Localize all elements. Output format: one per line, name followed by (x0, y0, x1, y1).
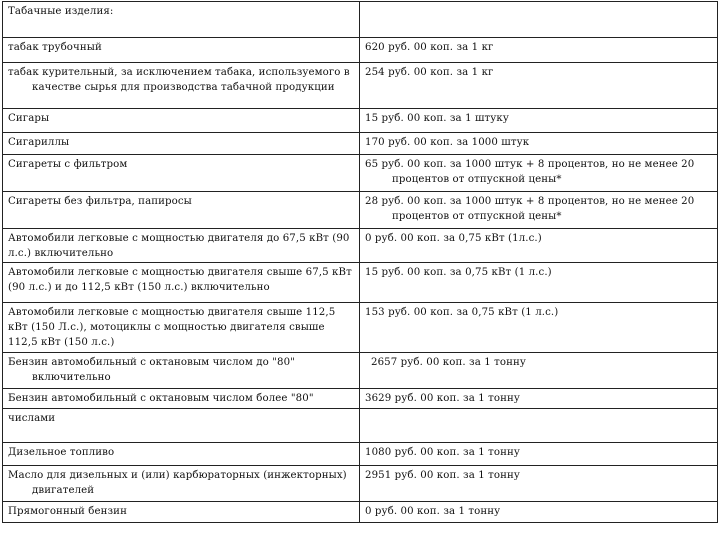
table-row (3, 303, 718, 353)
rate-cell (360, 353, 718, 389)
rate-value: 0 руб. 00 коп. за 1 тонну (365, 506, 501, 517)
table-row (3, 263, 718, 303)
rate-value: 65 руб. 00 коп. за 1000 штук + 8 процентов, но не менее 20 процентов от отпускной цены* (365, 159, 695, 185)
product-cell (3, 63, 360, 109)
product-cell (3, 443, 360, 466)
product-name: Табачные изделия: (8, 6, 114, 17)
rate-value: 254 руб. 00 коп. за 1 кг (365, 67, 494, 78)
product-cell (3, 409, 360, 443)
product-cell (3, 155, 360, 192)
table-row (3, 409, 718, 443)
product-name: Прямогонный бензин (8, 506, 127, 517)
table-row (3, 38, 718, 63)
product-name: Сигареты без фильтра, папиросы (8, 196, 192, 207)
excise-rates-table (2, 1, 718, 523)
product-cell (3, 2, 360, 38)
rate-cell (360, 38, 718, 63)
product-cell (3, 263, 360, 303)
product-name: табак курительный, за исключением табака, используемого в качестве сырья для производства табачной продукции (8, 67, 350, 93)
rate-cell (360, 63, 718, 109)
product-name: Бензин автомобильный с октановым числом более "80" (8, 393, 314, 404)
rate-cell (360, 466, 718, 502)
rate-cell (360, 2, 718, 38)
rate-cell (360, 303, 718, 353)
rate-cell (360, 133, 718, 155)
rate-value: 3629 руб. 00 коп. за 1 тонну (365, 393, 520, 404)
rate-value: 170 руб. 00 коп. за 1000 штук (365, 137, 530, 148)
table-row (3, 443, 718, 466)
product-cell (3, 133, 360, 155)
product-name: Масло для дизельных и (или) карбюраторных (инжекторных) двигателей (8, 470, 347, 496)
rate-cell (360, 109, 718, 133)
rate-value: 15 руб. 00 коп. за 1 штуку (365, 113, 509, 124)
rate-value: 1080 руб. 00 коп. за 1 тонну (365, 447, 520, 458)
rate-cell (360, 409, 718, 443)
product-name: Дизельное топливо (8, 447, 115, 458)
product-cell (3, 466, 360, 502)
rate-cell (360, 229, 718, 263)
table-row (3, 63, 718, 109)
product-name: Сигариллы (8, 137, 70, 148)
rate-value: 2951 руб. 00 коп. за 1 тонну (365, 470, 520, 481)
rate-value: 15 руб. 00 коп. за 0,75 кВт (1 л.с.) (365, 267, 552, 278)
table-row (3, 353, 718, 389)
rate-value: 620 руб. 00 коп. за 1 кг (365, 42, 494, 53)
rate-value: 153 руб. 00 коп. за 0,75 кВт (1 л.с.) (365, 307, 559, 318)
product-cell (3, 303, 360, 353)
product-cell (3, 502, 360, 523)
rate-value: 2657 руб. 00 коп. за 1 тонну (371, 357, 526, 368)
table-row (3, 389, 718, 409)
product-name: Сигареты с фильтром (8, 159, 128, 170)
table-row (3, 2, 718, 38)
table-row (3, 192, 718, 229)
product-cell (3, 38, 360, 63)
table-row (3, 155, 718, 192)
table-row (3, 229, 718, 263)
rate-cell (360, 155, 718, 192)
product-cell (3, 229, 360, 263)
product-cell (3, 353, 360, 389)
product-cell (3, 389, 360, 409)
table-row (3, 502, 718, 523)
rate-cell (360, 263, 718, 303)
rate-cell (360, 502, 718, 523)
product-cell (3, 109, 360, 133)
rate-value: 28 руб. 00 коп. за 1000 штук + 8 процентов, но не менее 20 процентов от отпускной цены* (365, 196, 695, 222)
product-name: Автомобили легковые с мощностью двигателя свыше 112,5 кВт (150 Л.с.), мотоциклы с мощностью двигателя свыше 112,5 кВт (150 л.с.) (8, 307, 336, 348)
product-name: Сигары (8, 113, 50, 124)
product-name: Бензин автомобильный с октановым числом до "80" включительно (8, 357, 295, 383)
rate-value: 0 руб. 00 коп. за 0,75 кВт (1л.с.) (365, 233, 542, 244)
product-name: табак трубочный (8, 42, 102, 53)
product-name: Автомобили легковые с мощностью двигателя свыше 67,5 кВт (90 л.с.) и до 112,5 кВт (150 л.с.) включительно (8, 267, 352, 293)
rate-cell (360, 443, 718, 466)
table-row (3, 133, 718, 155)
table-row (3, 466, 718, 502)
table-row (3, 109, 718, 133)
rate-cell (360, 192, 718, 229)
product-name: числами (8, 413, 56, 424)
rate-cell (360, 389, 718, 409)
product-name: Автомобили легковые с мощностью двигателя до 67,5 кВт (90 л.с.) включительно (8, 233, 350, 259)
product-cell (3, 192, 360, 229)
